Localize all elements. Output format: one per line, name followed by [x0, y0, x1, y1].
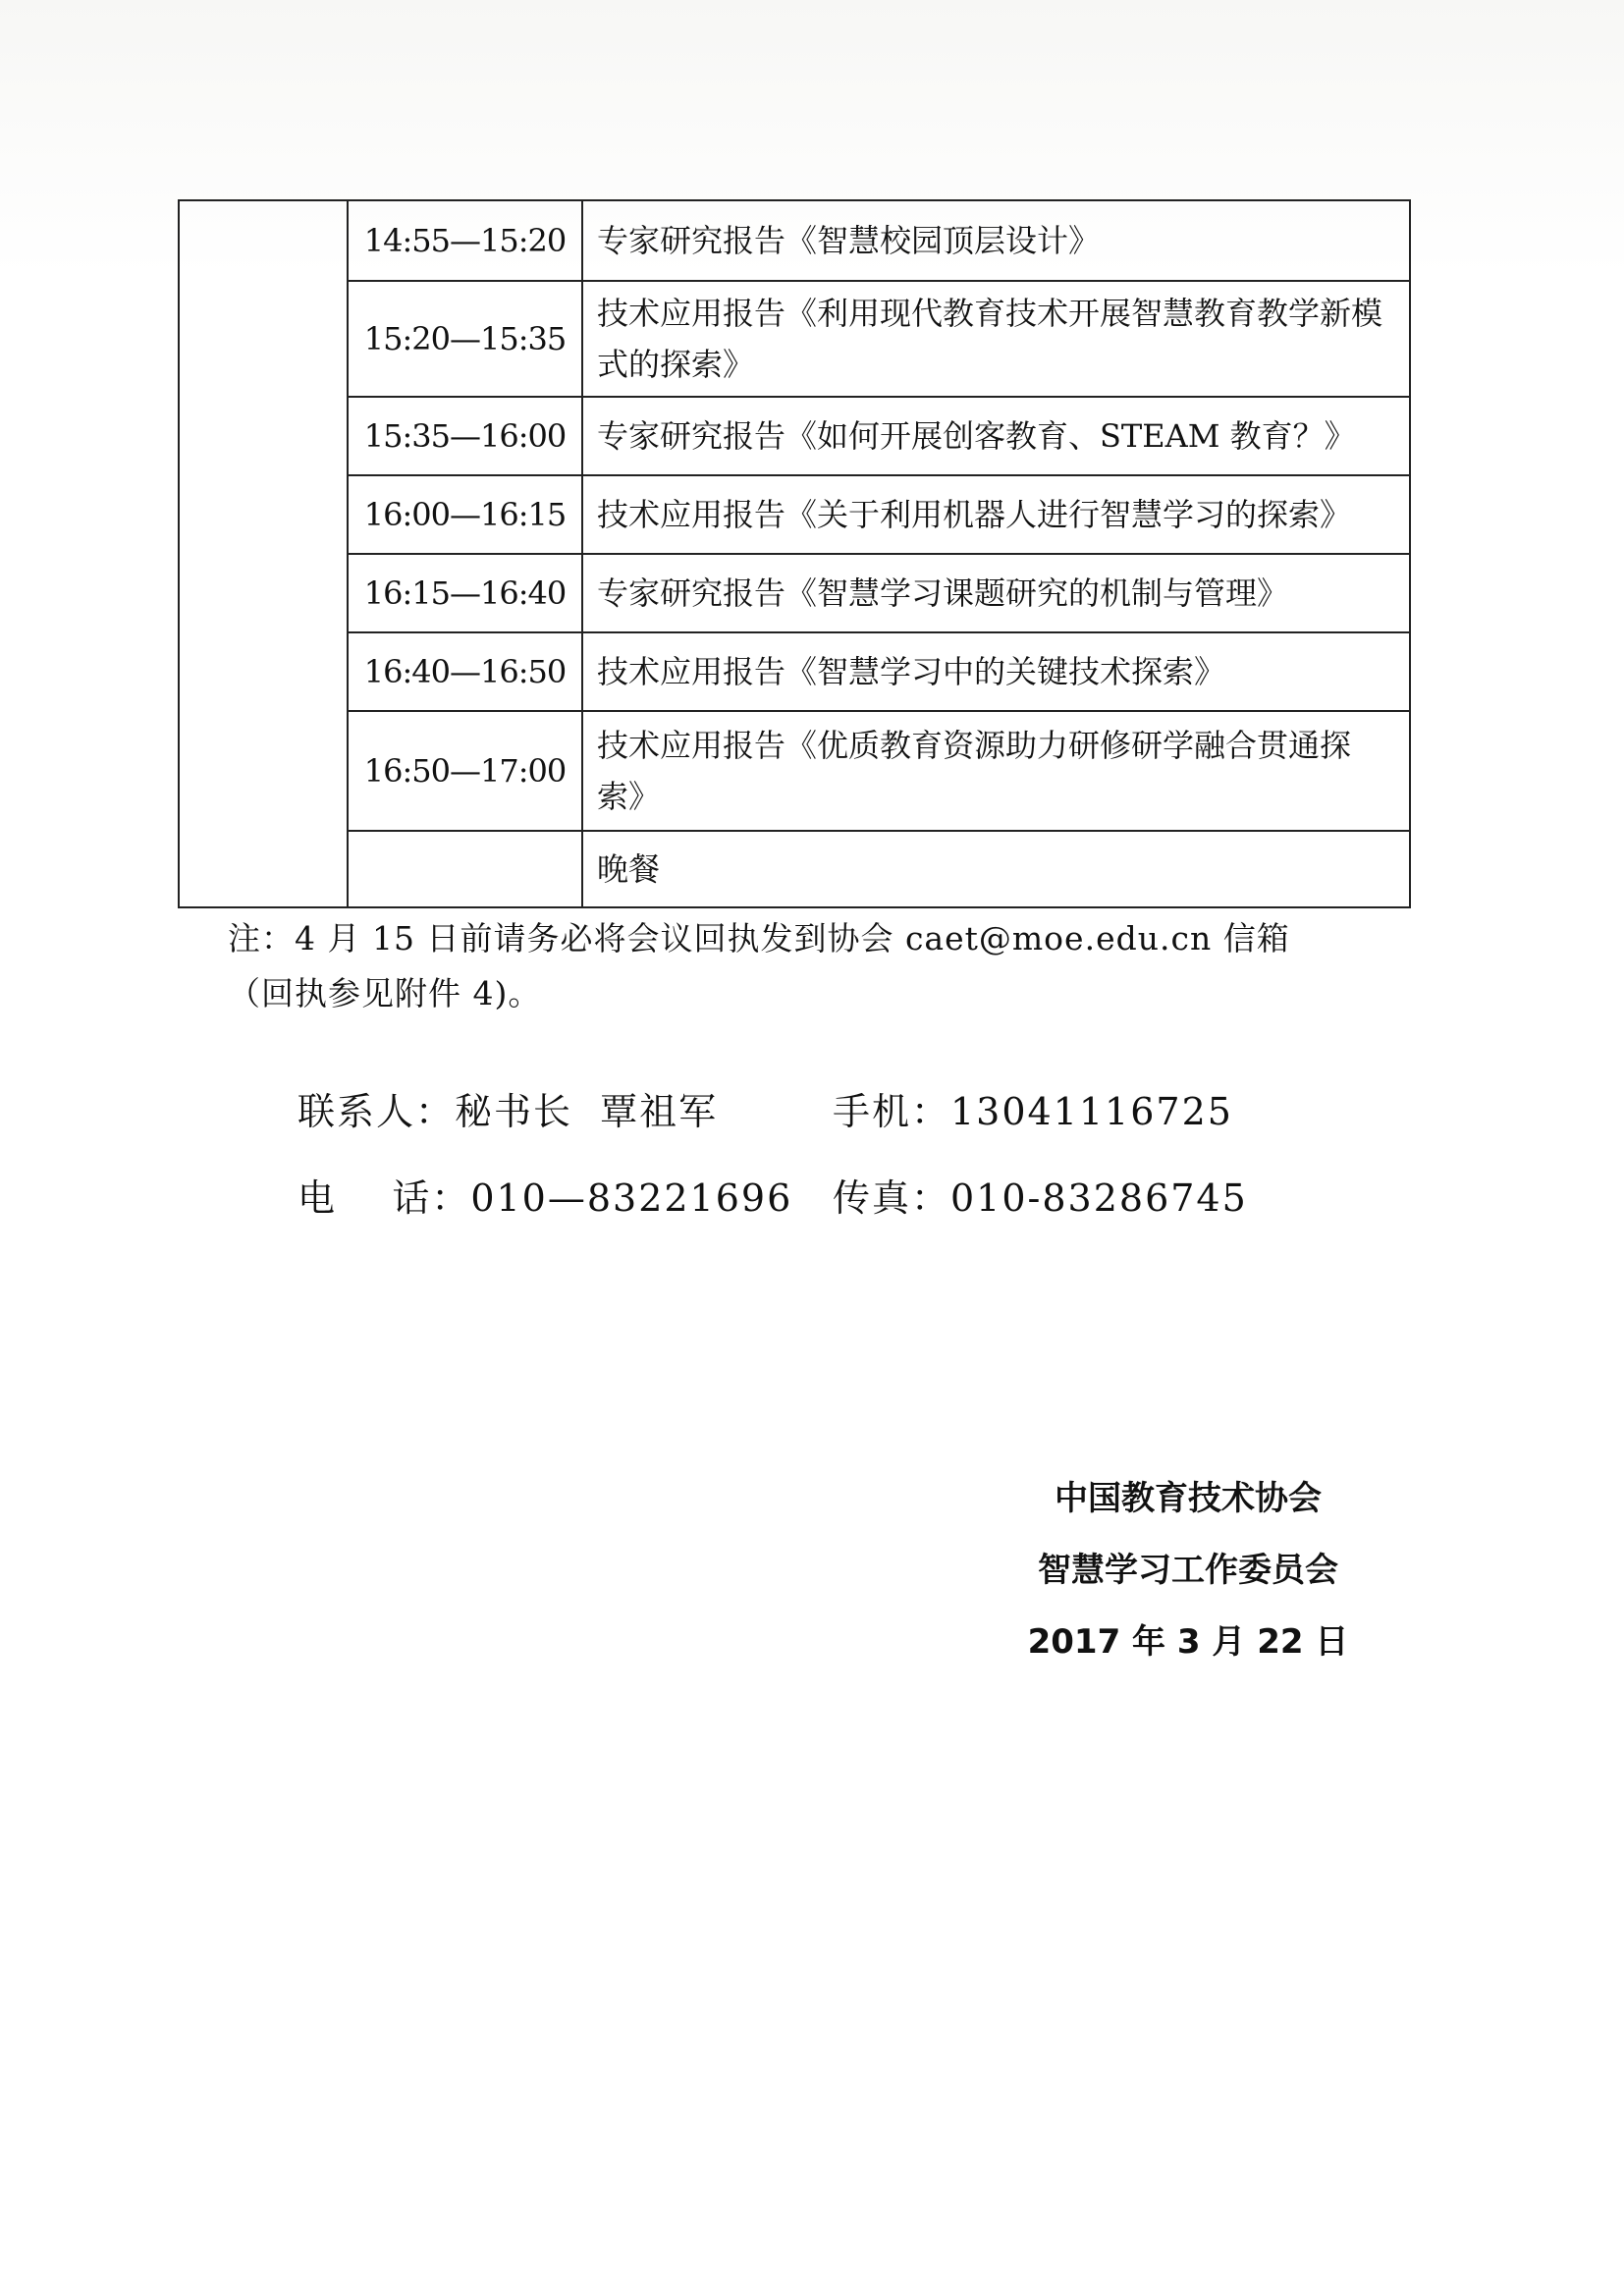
time-cell: 15:20—15:35	[348, 281, 582, 397]
note-line: （回执参见附件 4)。	[228, 974, 542, 1012]
phone-number: 电 话：010—83221696	[298, 1176, 793, 1220]
agenda-item: 专家研究报告《智慧学习课题研究的机制与管理》	[582, 554, 1410, 632]
mobile-number: 手机：13041116725	[833, 1090, 1233, 1133]
note	[228, 911, 1357, 1021]
table-row	[179, 475, 1410, 554]
schedule-table	[178, 199, 1411, 908]
committee-name: 智慧学习工作委员会	[1038, 1551, 1338, 1590]
fax-number: 传真：010-83286745	[833, 1176, 1248, 1220]
session-cell	[179, 200, 348, 907]
time-cell: 14:55—15:20	[348, 200, 582, 281]
table-row	[179, 554, 1410, 632]
time-cell: 16:15—16:40	[348, 554, 582, 632]
table-row	[179, 281, 1410, 397]
contact-info	[298, 1068, 1378, 1241]
document-date: 2017 年 3 月 22 日	[1027, 1622, 1349, 1662]
organization-name: 中国教育技术协会	[1055, 1479, 1322, 1518]
table-row	[179, 397, 1410, 475]
signature-block	[962, 1463, 1414, 1678]
agenda-item: 技术应用报告《智慧学习中的关键技术探索》	[582, 632, 1410, 711]
table-row	[179, 711, 1410, 831]
time-cell: 16:40—16:50	[348, 632, 582, 711]
agenda-item: 技术应用报告《利用现代教育技术开展智慧教育教学新模式的探索》	[582, 281, 1410, 397]
time-cell: 16:50—17:00	[348, 711, 582, 831]
agenda-item: 技术应用报告《优质教育资源助力研修研学融合贯通探索》	[582, 711, 1410, 831]
agenda-item: 晚餐	[582, 831, 1410, 907]
contact-person: 联系人：秘书长 覃祖军	[298, 1090, 719, 1133]
agenda-item: 技术应用报告《关于利用机器人进行智慧学习的探索》	[582, 475, 1410, 554]
time-cell	[348, 831, 582, 907]
note-line: 注：4 月 15 日前请务必将会议回执发到协会 caet@moe.edu.cn 信箱	[228, 919, 1290, 957]
table-row	[179, 831, 1410, 907]
time-cell: 16:00—16:15	[348, 475, 582, 554]
time-cell: 15:35—16:00	[348, 397, 582, 475]
table-row	[179, 632, 1410, 711]
table-row	[179, 200, 1410, 281]
agenda-item: 专家研究报告《智慧校园顶层设计》	[582, 200, 1410, 281]
agenda-item: 专家研究报告《如何开展创客教育、STEAM 教育？》	[582, 397, 1410, 475]
contact-row	[298, 1068, 1378, 1155]
contact-row	[298, 1155, 1378, 1241]
